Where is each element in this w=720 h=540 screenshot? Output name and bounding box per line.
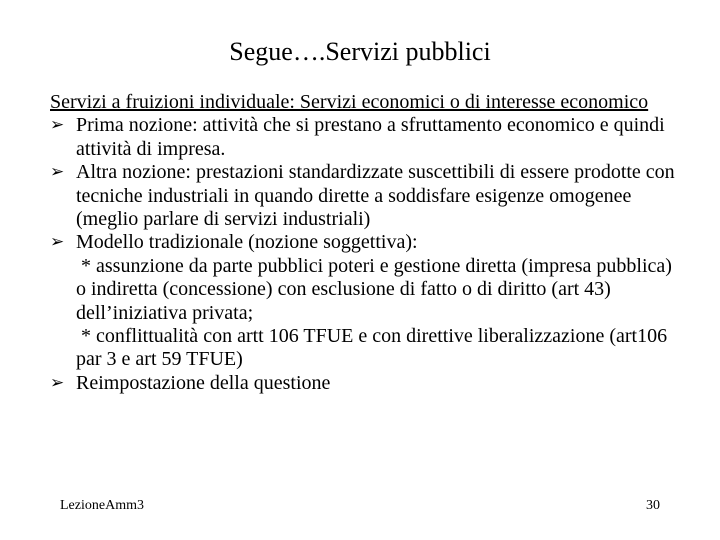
bullet-item xyxy=(50,161,680,231)
arrow-bullet-icon: ➢ xyxy=(50,115,65,136)
arrow-bullet-icon: ➢ xyxy=(50,372,65,393)
footer-lesson-label: LezioneAmm3 xyxy=(60,498,144,513)
bullet-item xyxy=(50,372,680,395)
slide-content xyxy=(50,91,680,395)
bullet-item xyxy=(50,231,680,254)
bullet-text: Altra nozione: prestazioni standardizzate suscettibili di essere prodotte con tecniche industriali in quando dirette a soddisfare esigenze omogenee (meglio parlare di servizi industriali) xyxy=(76,161,675,231)
bullet-item xyxy=(50,114,680,161)
bullet-text: Prima nozione: attività che si prestano a sfruttamento economico e quindi attività di impresa. xyxy=(76,114,665,160)
sub-item xyxy=(50,255,680,325)
arrow-bullet-icon: ➢ xyxy=(50,232,65,253)
bullet-text: Modello tradizionale (nozione soggettiva): xyxy=(76,231,418,254)
bullet-text: Reimpostazione della questione xyxy=(76,371,331,394)
intro-text: Servizi a fruizioni individuale: Servizi economici o di interesse economico xyxy=(50,91,649,113)
arrow-bullet-icon: ➢ xyxy=(50,162,65,183)
sub-item-text: * assunzione da parte pubblici poteri e gestione diretta (impresa pubblica) o indiretta (concessione) con esclusione di fatto o di diritto (art 43) dell’iniziativa privata; xyxy=(76,254,672,324)
page-number: 30 xyxy=(646,498,660,513)
slide-title: Segue….Servizi pubblici xyxy=(229,37,491,66)
sub-item-text: * conflittualità con artt 106 TFUE e con direttive liberalizzazione (art106 par 3 e art 59 TFUE) xyxy=(76,325,668,371)
sub-item xyxy=(50,325,680,372)
